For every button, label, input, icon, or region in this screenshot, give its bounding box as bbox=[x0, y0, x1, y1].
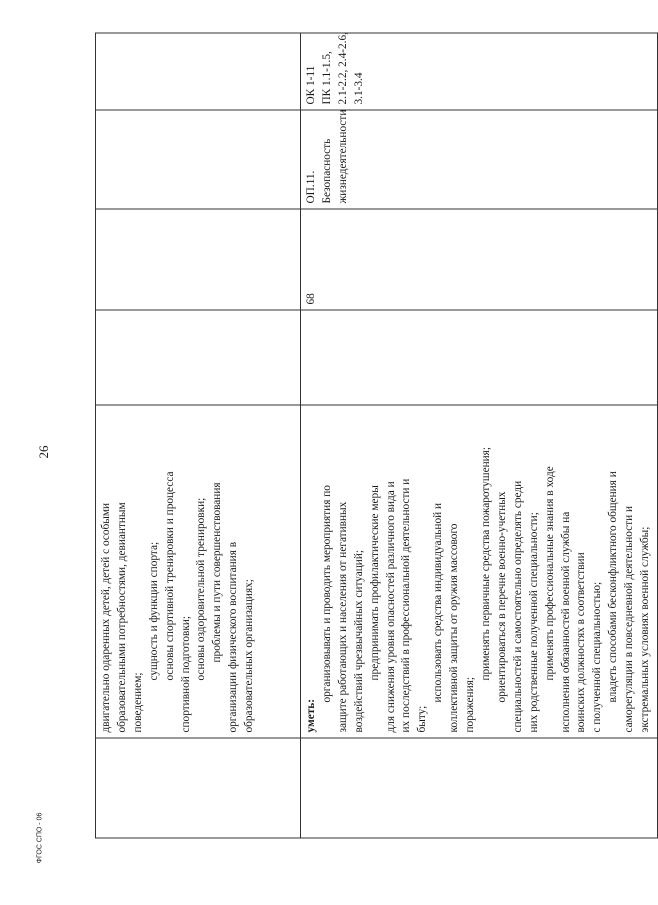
competency-line: 2.1-2.2, 2.4-2.6, bbox=[336, 31, 349, 104]
skill-line: воинских должностях в соответствии bbox=[575, 551, 588, 732]
knowledge-line: организации физического воспитания в bbox=[227, 541, 240, 732]
knowledge-line: проблемы и пути совершенствования bbox=[211, 481, 224, 662]
skill-line: поражения; bbox=[464, 676, 477, 732]
discipline-cell: ОП.11. Безопасность жизнедеятельности bbox=[301, 110, 658, 209]
knowledge-line: сущность и функции спорта; bbox=[147, 541, 160, 680]
knowledge-line: двигательно одаренных детей, детей с особыми bbox=[100, 502, 112, 732]
hours-cell bbox=[96, 310, 301, 405]
skill-line: организовывать и проводить мероприятия по bbox=[320, 484, 333, 702]
skill-line: их последствий в профессиональной деятельности и bbox=[400, 478, 413, 732]
competency-table bbox=[95, 32, 658, 838]
skill-line: ориентироваться в перечне военно-учетных bbox=[495, 491, 508, 702]
footer-label: ФГОС СПО - 06 bbox=[36, 812, 44, 864]
skill-line: саморегуляции в повседневной деятельности и bbox=[623, 505, 636, 732]
competency-cell bbox=[301, 33, 658, 110]
competency-line: ОК 1-11 bbox=[305, 65, 317, 104]
skills-label: уметь: bbox=[305, 698, 317, 732]
index-cell bbox=[96, 738, 301, 838]
discipline-cell bbox=[96, 110, 301, 209]
knowledge-line: основы оздоровительной тренировки; bbox=[195, 497, 208, 680]
knowledge-line: поведением; bbox=[131, 672, 144, 732]
skill-line: предпринимать профилактические меры bbox=[368, 484, 381, 680]
rotated-table-page bbox=[95, 31, 652, 838]
index-cell bbox=[301, 738, 658, 838]
knowledge-line: образовательными потребностями, девиантным bbox=[115, 501, 128, 732]
competency-cell bbox=[96, 33, 301, 110]
skill-line: применять профессиональные знания в ходе bbox=[543, 465, 556, 680]
table-row bbox=[96, 33, 301, 838]
knowledge-line: спортивной подготовки; bbox=[179, 615, 192, 732]
table-row bbox=[301, 33, 658, 838]
skill-line: специальностей и самостоятельно определять среди bbox=[511, 480, 524, 732]
skill-line: них родственные полученной специальности; bbox=[527, 511, 540, 732]
skill-line: для снижения уровня опасностей различного вида и bbox=[384, 480, 397, 732]
skill-line: использовать средства индивидуальной и bbox=[432, 502, 445, 702]
skill-line: исполнения обязанностей военной службы на bbox=[559, 511, 572, 732]
competency-line: 3.1-3.4 bbox=[352, 71, 365, 104]
knowledge-cell bbox=[96, 405, 301, 738]
skill-line: быту; bbox=[416, 705, 429, 732]
skill-line: коллективной защиты от оружия массового bbox=[448, 523, 461, 732]
knowledge-line: основы спортивной тренировки и процесса bbox=[163, 470, 176, 680]
skill-line: владеть способами бесконфликтного общения и bbox=[607, 470, 620, 702]
skill-line: защите работающих и населения от негативных bbox=[336, 501, 349, 732]
page-number: 26 bbox=[36, 445, 51, 459]
skill-line: воздействий чрезвычайных ситуаций; bbox=[352, 549, 365, 732]
hours-cell: 68 bbox=[301, 209, 658, 310]
hours-cell bbox=[96, 209, 301, 310]
competency-line: ПК 1.1-1.5, bbox=[320, 50, 333, 104]
skill-line: применять первичные средства пожаротушения; bbox=[479, 446, 492, 680]
hours-cell bbox=[301, 310, 658, 405]
knowledge-line: образовательных организациях; bbox=[243, 578, 256, 732]
skill-line: с полученной специальностью; bbox=[591, 581, 604, 732]
skill-line: экстремальных условиях военной службы; bbox=[639, 526, 652, 732]
skills-cell bbox=[301, 405, 658, 738]
